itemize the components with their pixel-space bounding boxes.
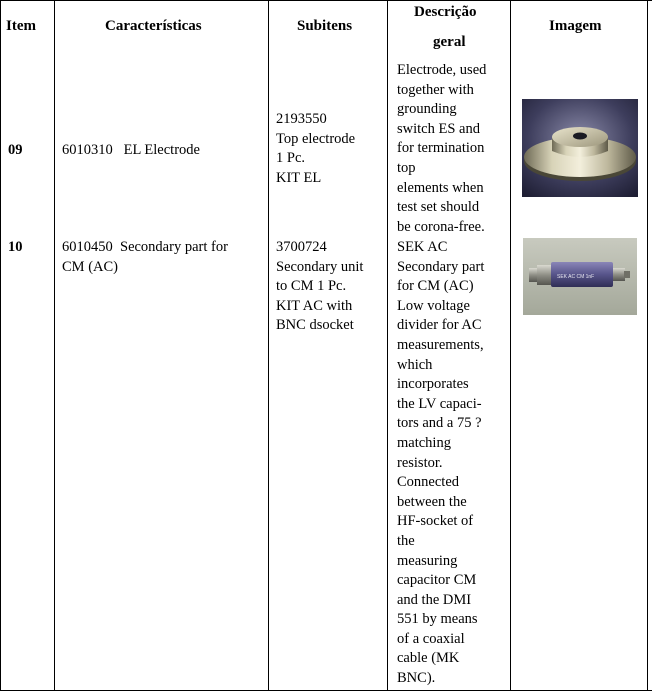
header-item: Item [6,18,36,34]
column-divider [510,0,511,691]
column-divider [387,0,388,691]
header-descricao-line2: geral [433,34,466,50]
header-caracteristicas: Características [105,18,202,34]
header-subitens: Subitens [297,18,353,34]
unit-label-text: SEK AC CM 1nF [557,274,595,280]
row-09-item: 09 [8,142,23,158]
row-10-item: 10 [8,239,23,255]
row-09-descricao: Electrode, used together with grounding switch ES and for termination top elements when test set should be corona-free. [397,62,487,235]
table-border-bottom [0,690,652,691]
table-border-top [0,0,652,1]
header-descricao-line1: Descrição [414,4,477,20]
table-border-right [647,0,648,691]
row-09-subitens: 2193550 Top electrode 1 Pc. KIT EL [276,111,356,186]
column-divider [268,0,269,691]
row-09-caracteristicas: 6010310 EL Electrode [62,142,200,158]
table-border-left [0,0,1,691]
row-10-subitens: 3700724 Secondary unit to CM 1 Pc. KIT AC with BNC dsocket [276,239,364,334]
row-10-caracteristicas: 6010450 Secondary part for CM (AC) [62,239,228,275]
column-divider [54,0,55,691]
top-electrode-photo [522,99,638,197]
row-10-descricao: SEK AC Secondary part for CM (AC) Low voltage divider for AC measurements, which incorporates the LV capaci- tors and a 75 ? matching resistor. Connected between the HF-socket of the measuring capacitor CM and the DMI 551 by means of a coaxial cable (MK BNC). [397,239,485,687]
header-imagem: Imagem [549,18,602,34]
secondary-unit-photo [523,238,637,315]
